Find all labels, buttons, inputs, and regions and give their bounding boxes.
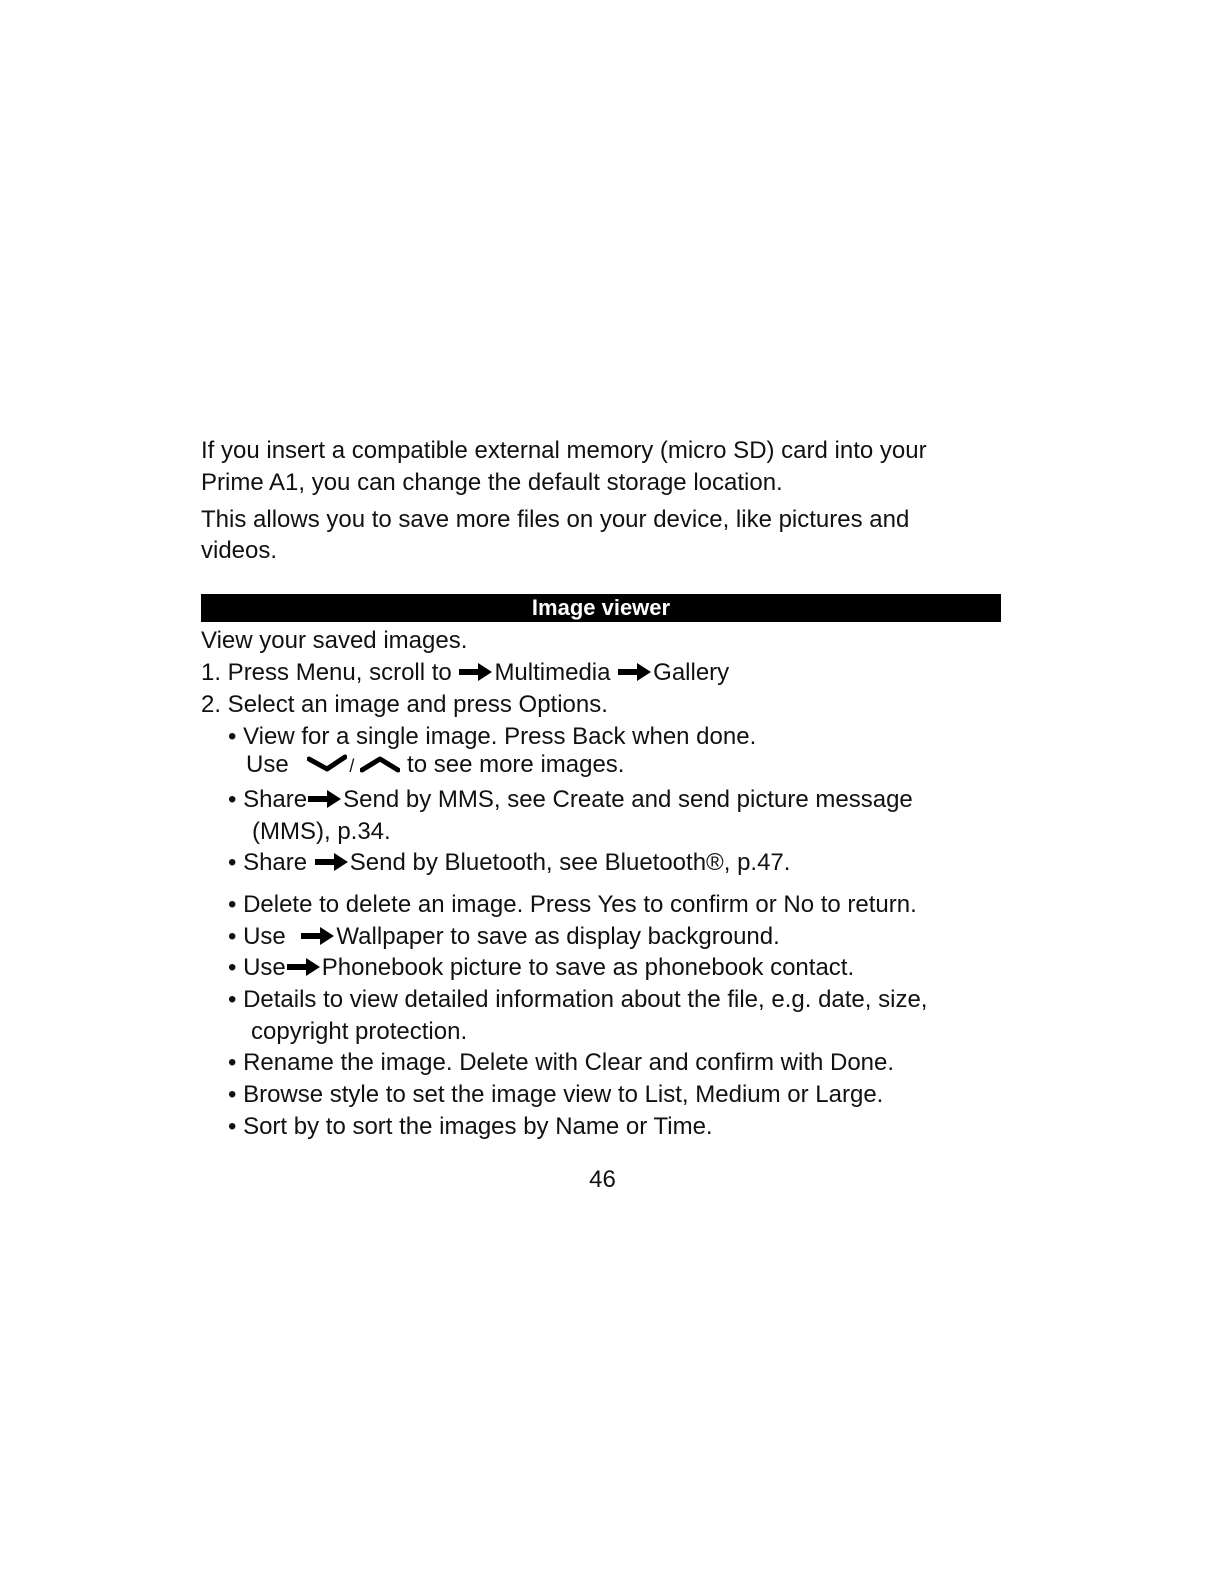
bullet-delete: • Delete to delete an image. Press Yes to confirm or No to return. [228,891,917,918]
right-arrow-icon [314,851,350,873]
bullet-wallpaper [228,922,780,952]
page-number: 46 [589,1166,616,1193]
view-use-label: Use [246,751,289,778]
wallpaper-prefix: • Use [228,923,293,950]
share-mms-prefix: • Share [228,786,308,813]
step-1-prefix: 1. Press Menu, scroll to [201,659,459,686]
section-subtitle: View your saved images. [201,627,468,654]
bullet-details-cont: copyright protection. [251,1018,468,1045]
right-arrow-icon [300,925,336,947]
view-use-end: to see more images. [407,751,625,778]
bullet-phonebook [228,953,854,983]
phonebook-prefix: • Use [228,954,286,981]
intro-line-1: If you insert a compatible external memory (micro SD) card into your [201,437,927,464]
step-2: 2. Select an image and press Options. [201,691,608,718]
intro-line-2: Prime A1, you can change the default storage location. [201,469,783,496]
bullet-rename: • Rename the image. Delete with Clear and confirm with Done. [228,1049,895,1076]
step-1-gallery: Gallery [653,659,730,686]
intro-line-4: videos. [201,537,278,564]
right-arrow-icon [286,956,322,978]
share-bt-prefix: • Share [228,849,314,876]
share-mms-text: Send by MMS, see Create and send picture message [343,786,913,813]
intro-line-3: This allows you to save more files on your device, like pictures and [201,506,910,533]
chevron-down-icon [307,754,347,774]
bullet-share-mms [228,785,913,815]
bullet-view-use [246,750,624,781]
phonebook-text: Phonebook picture to save as phonebook contact. [321,954,855,981]
section-header-bar [201,594,1001,622]
wallpaper-text: Wallpaper to save as display background. [336,923,780,950]
step-1 [201,658,729,688]
chevron-up-icon [360,754,400,774]
right-arrow-icon [617,661,653,683]
step-1-multimedia: Multimedia [494,659,618,686]
bullet-share-mms-cont: (MMS), p.34. [252,818,391,845]
view-slash: / [349,756,355,776]
bullet-sort: • Sort by to sort the images by Name or Time. [228,1113,713,1140]
bullet-browse: • Browse style to set the image view to List, Medium or Large. [228,1081,884,1108]
section-title: Image viewer [531,595,671,620]
right-arrow-icon [458,661,494,683]
bullet-details: • Details to view detailed information about the file, e.g. date, size, [228,986,928,1013]
right-arrow-icon [307,788,343,810]
share-bt-text: Send by Bluetooth, see Bluetooth®, p.47. [349,849,791,876]
bullet-view: • View for a single image. Press Back when done. [228,723,757,750]
bullet-share-bluetooth [228,848,790,878]
